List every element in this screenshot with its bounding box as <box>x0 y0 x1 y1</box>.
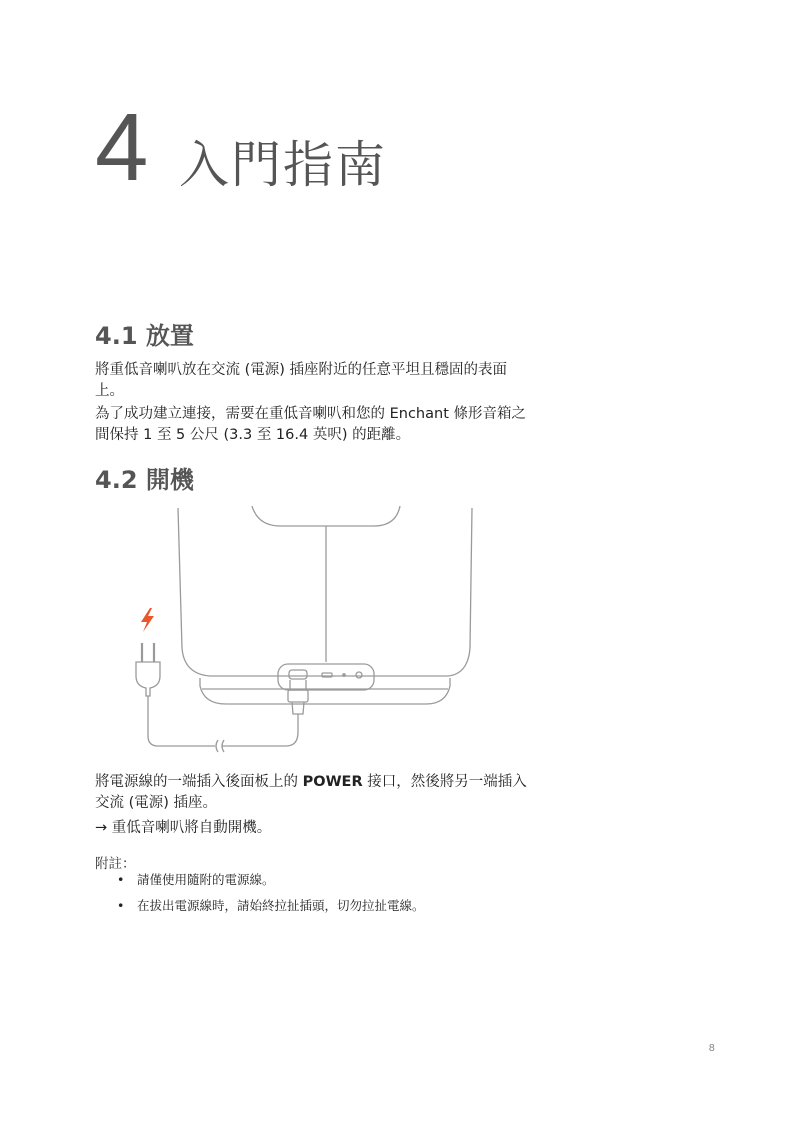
note-label: 附註： <box>95 856 136 872</box>
power-connection-illustration <box>130 500 490 762</box>
chapter-number: 4 <box>95 94 149 201</box>
chapter-title: 入門指南 <box>179 136 387 194</box>
power-port <box>289 670 307 679</box>
power-cable <box>148 696 215 746</box>
power-on-paragraph-1: 將電源線的一端插入後面板上的 POWER 接口，然後將另一端插入交流 (電源) 插座。 <box>95 774 527 811</box>
lightning-icon <box>141 608 154 632</box>
section-title-placement: 4.1 放置 <box>95 322 194 350</box>
list-item: • 請僅使用隨附的電源線。 <box>117 872 275 887</box>
section-title-power-on: 4.2 開機 <box>95 466 194 494</box>
power-port-label: POWER <box>302 774 363 790</box>
page-number: 8 <box>708 1043 715 1054</box>
list-item: • 在拔出電源線時，請始終拉扯插頭，切勿拉扯電線。 <box>117 898 425 913</box>
note-list <box>115 872 425 924</box>
power-on-paragraph-2: → 重低音喇叭將自動開機。 <box>95 820 272 836</box>
placement-paragraph-2: 為了成功建立連接，需要在重低音喇叭和您的 Enchant 條形音箱之間保持 1 至 5 公尺 (3.3 至 16.4 英呎) 的距離。 <box>95 406 526 443</box>
wall-plug <box>136 662 160 696</box>
power-connector <box>288 690 308 702</box>
placement-paragraph-1: 將重低音喇叭放在交流 (電源) 插座附近的任意平坦且穩固的表面上。 <box>95 362 508 399</box>
subwoofer-body <box>178 508 472 676</box>
